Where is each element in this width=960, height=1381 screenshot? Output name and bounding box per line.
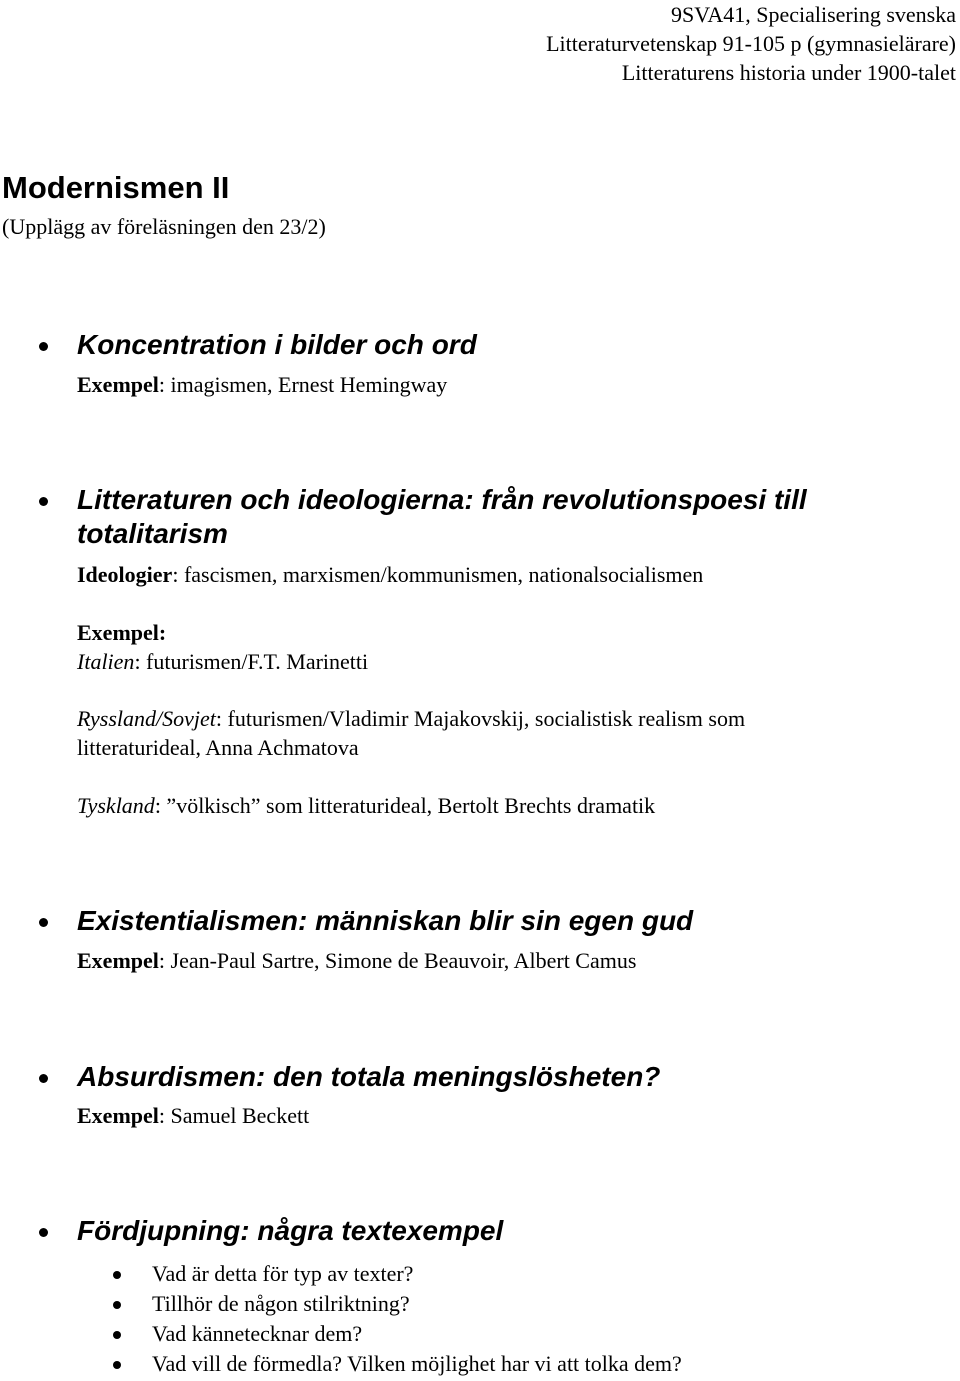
- section-heading-ideologierna: Litteraturen och ideologierna: från revolutionspoesi till: [77, 484, 807, 515]
- course-name-line: Litteraturvetenskap 91-105 p (gymnasielärare): [546, 31, 956, 56]
- russia-text: : futurismen/Vladimir Majakovskij, socialistisk realism som: [215, 706, 746, 731]
- sub-bullet-icon: [113, 1271, 121, 1279]
- russia-label: Ryssland/Sovjet: [77, 706, 216, 731]
- section-example-absurdismen: [77, 1103, 309, 1129]
- bullet-icon: [39, 1074, 48, 1083]
- sub-bullet-icon: [113, 1301, 121, 1309]
- italy-line: [77, 649, 368, 675]
- italy-text: : futurismen/F.T. Marinetti: [134, 649, 369, 674]
- bullet-icon: [39, 1228, 48, 1237]
- question-item: Vad kännetecknar dem?: [152, 1321, 363, 1346]
- course-topic-line: Litteraturens historia under 1900-talet: [621, 60, 956, 85]
- question-item: Tillhör de någon stilriktning?: [152, 1291, 410, 1316]
- page-title: Modernismen II: [2, 170, 230, 205]
- course-code-line: 9SVA41, Specialisering svenska: [671, 2, 956, 27]
- example-label: Exempel: [77, 948, 159, 973]
- section-example-existentialismen: [77, 948, 636, 974]
- section-heading-koncentration: Koncentration i bilder och ord: [77, 329, 477, 360]
- ideologies-text: : fascismen, marxismen/kommunismen, nationalsocialismen: [172, 562, 704, 587]
- germany-label: Tyskland: [77, 793, 155, 818]
- russia-line: [77, 706, 745, 732]
- question-item: Vad vill de förmedla? Vilken möjlighet har vi att tolka dem?: [152, 1351, 682, 1376]
- sub-bullet-icon: [113, 1361, 121, 1369]
- sub-bullet-icon: [113, 1331, 121, 1339]
- example-label-ideologierna: Exempel:: [77, 620, 167, 645]
- bullet-icon: [39, 918, 48, 927]
- example-text: : Samuel Beckett: [158, 1103, 310, 1128]
- question-item: Vad är detta för typ av texter?: [152, 1261, 414, 1286]
- example-text: : Jean-Paul Sartre, Simone de Beauvoir, Albert Camus: [158, 948, 637, 973]
- example-label: Exempel: [77, 1103, 159, 1128]
- example-label: Exempel: [77, 372, 159, 397]
- section-heading-absurdismen: Absurdismen: den totala meningslösheten?: [77, 1061, 661, 1092]
- bullet-icon: [39, 342, 48, 351]
- example-text: : imagismen, Ernest Hemingway: [158, 372, 448, 397]
- germany-line: [77, 793, 655, 819]
- section-heading-ideologierna-cont: totalitarism: [77, 518, 228, 549]
- section-heading-existentialismen: Existentialismen: människan blir sin egen gud: [77, 905, 694, 936]
- bullet-icon: [39, 497, 48, 506]
- section-example-koncentration: [77, 372, 447, 398]
- germany-text: : ”völkisch” som litteraturideal, Bertolt Brechts dramatik: [154, 793, 656, 818]
- section-heading-fordjupning: Fördjupning: några textexempel: [77, 1215, 504, 1246]
- ideologies-line: [77, 562, 703, 588]
- page-subtitle: (Upplägg av föreläsningen den 23/2): [2, 214, 326, 239]
- ideologies-label: Ideologier: [77, 562, 173, 587]
- russia-line-cont: litteraturideal, Anna Achmatova: [77, 735, 359, 760]
- italy-label: Italien: [77, 649, 135, 674]
